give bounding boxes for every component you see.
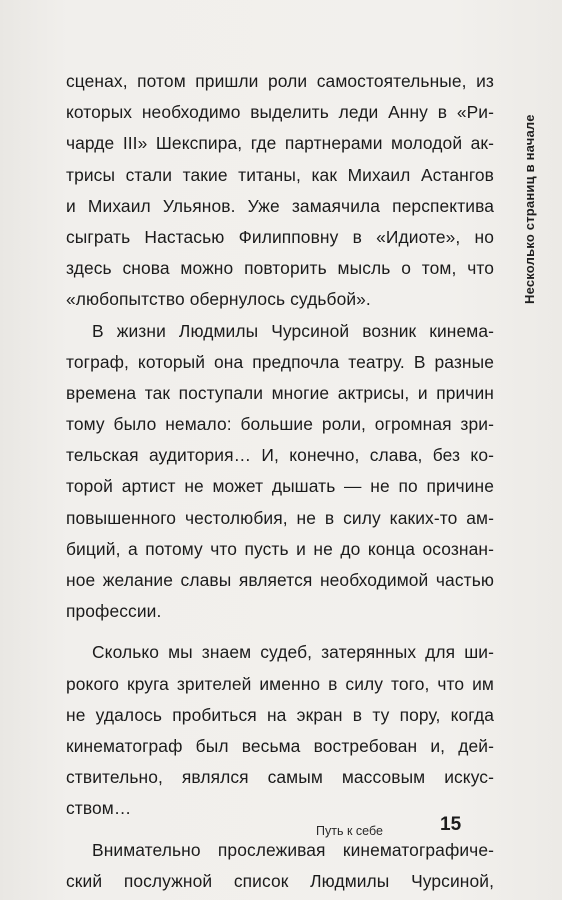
text-line: ский послужной список Людмилы Чурсиной, — [66, 870, 494, 891]
page-number: 15 — [440, 814, 462, 835]
paragraph — [66, 835, 494, 897]
text-line: «любопытство обернулось судьбой». — [66, 289, 371, 310]
paragraph — [66, 66, 494, 316]
text-line: тельская аудитория… И, конечно, слава, без ко- — [66, 445, 494, 466]
text-line: профессии. — [66, 601, 162, 622]
text-line: биций, а потому что пусть и не до конца осознан- — [66, 538, 494, 559]
body-text — [66, 66, 494, 897]
text-line: сыграть Настасью Филипповну в «Идиоте», но — [66, 226, 494, 247]
text-line: сценах, потом пришли роли самостоятельные, из — [66, 71, 494, 91]
text-line: Внимательно прослеживая кинематографиче- — [92, 839, 494, 860]
text-line: чарде III» Шекспира, где партнерами молодой ак- — [66, 133, 494, 154]
text-line: и Михаил Ульянов. Уже замаячила перспектива — [66, 195, 494, 216]
text-line: Сколько мы знаем судеб, затерянных для ши- — [92, 642, 494, 663]
text-line: не удалось пробиться на экран в ту пору, когда — [66, 704, 494, 725]
text-line: ством… — [66, 798, 132, 819]
text-line: кинематограф был весьма востребован и, дей- — [66, 735, 494, 756]
text-line: здесь снова можно повторить мысль о том, что — [66, 258, 494, 279]
text-line: времена так поступали многие актрисы, и причин — [66, 382, 494, 403]
footer-book-title: Путь к себе — [316, 824, 383, 838]
running-head-vertical: Несколько страниц в начале — [522, 114, 537, 304]
paragraph-gap — [66, 825, 494, 835]
paragraph — [66, 637, 494, 824]
text-line: тограф, который она предпочла театру. В разные — [66, 351, 494, 372]
text-line: торой артист не может дышать — не по причине — [66, 476, 494, 497]
text-line: трисы стали такие титаны, как Михаил Астангов — [66, 164, 494, 185]
paragraph-gap — [66, 627, 494, 637]
text-line: повышенного честолюбия, не в силу каких-то ам- — [66, 507, 494, 528]
text-line: ствительно, являлся самым массовым искус- — [66, 767, 494, 788]
paragraph — [66, 316, 494, 628]
text-line: рокого круга зрителей именно в силу того, что им — [66, 673, 494, 694]
text-line: ное желание славы является необходимой частью — [66, 570, 494, 590]
text-line: тому было немало: большие роли, огромная зри- — [66, 414, 494, 435]
text-line: которых необходимо выделить леди Анну в «Ри- — [66, 102, 494, 123]
text-line: В жизни Людмилы Чурсиной возник кинема- — [92, 320, 494, 341]
